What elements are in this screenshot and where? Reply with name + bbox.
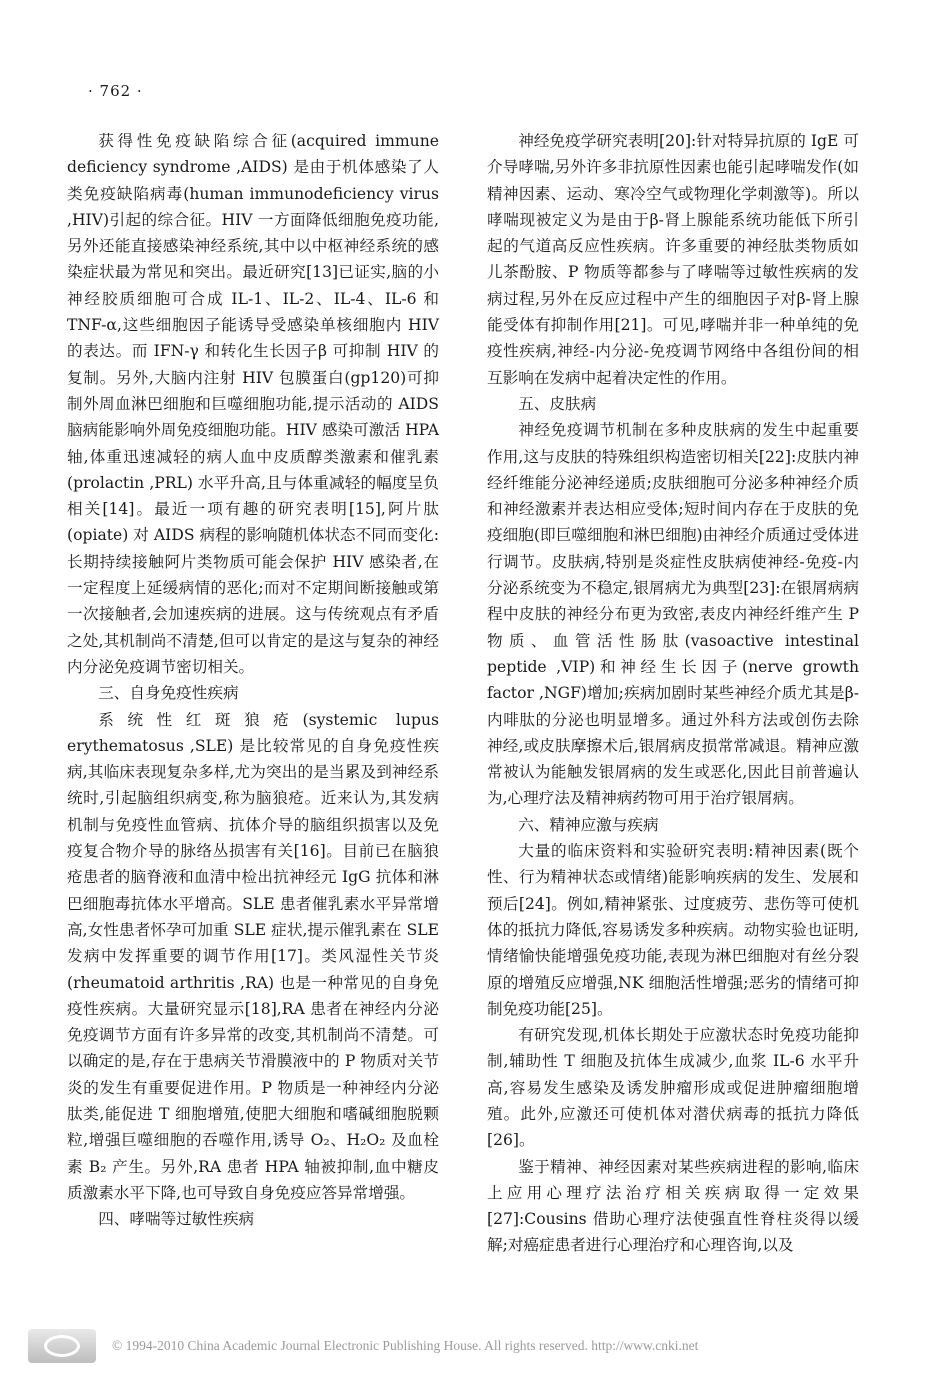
paragraph-stress-2: 有研究发现,机体长期处于应激状态时免疫功能抑制,辅助性 T 细胞及抗体生成减少,血浆 IL-6 水平升高,容易发生感染及诱发肿瘤形成或促进肿瘤细胞增殖。此外,应激还可使机体对潜伏病毒的抵抗力降低[26]。 — [487, 1026, 859, 1150]
section-heading-asthma: 四、哮喘等过敏性疾病 — [98, 1210, 255, 1229]
cnki-logo-icon — [28, 1329, 96, 1363]
section-heading-autoimmune: 三、自身免疫性疾病 — [98, 684, 239, 703]
paragraph-stress-1: 大量的临床资料和实验研究表明:精神因素(既个性、行为精神状态或情绪)能影响疾病的发生、发展和预后[24]。例如,精神紧张、过度疲劳、悲伤等可使机体的抵抗力降低,容易诱发多种疾病。动物实验也证明,情绪愉快能增强免疫功能,表现为淋巴细胞对有丝分裂原的增殖反应增强,NK 细胞活性增强;恶劣的情绪可抑制免疫功能[25]。 — [487, 842, 859, 1018]
footer — [28, 1326, 928, 1366]
paragraph-asthma: 神经免疫学研究表明[20]:针对特异抗原的 IgE 可介导哮喘,另外许多非抗原性因素也能引起哮喘发作(如精神因素、运动、寒冷空气或物理化学刺激等)。所以哮喘现被定义为是由于β-肾上腺能系统功能低下所引起的气道高反应性疾病。许多重要的神经肽类物质如儿茶酚胺、P 物质等都参与了哮喘等过敏性疾病的发病过程,另外在反应过程中产生的细胞因子对β-肾上腺能受体有抑制作用[21]。可见,哮喘并非一种单纯的免疫性疾病,神经-内分泌-免疫调节网络中各组份间的相互影响在发病中起着决定性的作用。 — [487, 132, 859, 387]
paragraph-stress-3: 鉴于精神、神经因素对某些疾病进程的影响,临床上应用心理疗法治疗相关疾病取得一定效果[27]:Cousins 借助心理疗法使强直性脊柱炎得以缓解;对癌症患者进行心理治疗和心理咨询,以及 — [487, 1157, 859, 1255]
left-column — [67, 128, 439, 1232]
paragraph-aids: 获得性免疫缺陷综合征(acquired immune deficiency syndrome ,AIDS) 是由于机体感染了人类免疫缺陷病毒(human immunodeficiency virus ,HIV)引起的综合征。HIV 一方面降低细胞免疫功能,另外还能直接感染神经系统,其中以中枢神经系统的感染症状最为常见和突出。最近研究[13]已证实,脑的小神经胶质细胞可合成 IL-1、IL-2、IL-4、IL-6 和 TNF-α,这些细胞因子能诱导受感染单核细胞内 HIV 的表达。而 IFN-γ 和转化生长因子β 可抑制 HIV 的复制。另外,大脑内注射 HIV 包膜蛋白(gp120)可抑制外周血淋巴细胞和巨噬细胞功能,提示活动的 AIDS 脑病能影响外周免疫细胞功能。HIV 感染可激活 HPA 轴,体重迅速减轻的病人血中皮质醇类激素和催乳素(prolactin ,PRL) 水平升高,且与体重减轻的幅度呈负相关[14]。最近一项有趣的研究表明[15],阿片肽(opiate) 对 AIDS 病程的影响随机体状态不同而变化:长期持续接触阿片类物质可能会保护 HIV 感染者,在一定程度上延缓病情的恶化;而对不定期间断接触或第一次接触者,会加速疾病的进展。这与传统观点有矛盾之处,其机制尚不清楚,但可以肯定的是这与复杂的神经内分泌免疫调节密切相关。 — [67, 132, 439, 676]
copyright-text: © 1994-2010 China Academic Journal Electronic Publishing House. All rights reserved. http://www.cnki.net — [112, 1338, 699, 1353]
section-heading-stress: 六、精神应激与疾病 — [518, 815, 659, 834]
right-column — [487, 128, 859, 1259]
page-number: · 762 · — [88, 82, 143, 100]
paragraph-sle-ra: 系统性红斑狼疮(systemic lupus erythematosus ,SLE) 是比较常见的自身免疫性疾病,其临床表现复杂多样,尤为突出的是当累及到神经系统时,引起脑组织病变,称为脑狼疮。近来认为,其发病机制与免疫性血管病、抗体介导的脑组织损害以及免疫复合物介导的脉络丛损害有关[16]。目前已在脑狼疮患者的脑脊液和血清中检出抗神经元 IgG 抗体和淋巴细胞毒抗体水平增高。SLE 患者催乳素水平异常增高,女性患者怀孕可加重 SLE 症状,提示催乳素在 SLE 发病中发挥重要的调节作用[17]。类风湿性关节炎(rheumatoid arthritis ,RA) 也是一种常见的自身免疫性疾病。大量研究显示[18],RA 患者在神经内分泌免疫调节方面有许多异常的改变,其机制尚不清楚。可以确定的是,存在于患病关节滑膜液中的 P 物质对关节炎的发生有重要促进作用。P 物质是一种神经内分泌肽类,能促进 T 细胞增殖,使肥大细胞和嗜碱细胞脱颗粒,增强巨噬细胞的吞噬作用,诱导 O₂、H₂O₂ 及血栓素 B₂ 产生。另外,RA 患者 HPA 轴被抑制,血中糖皮质激素水平下降,也可导致自身免疫应答异常增强。 — [67, 710, 439, 1202]
paragraph-skin: 神经免疫调节机制在多种皮肤病的发生中起重要作用,这与皮肤的特殊组织构造密切相关[22]:皮肤内神经纤维能分泌神经递质;皮肤细胞可分泌多种神经介质和神经激素并表达相应受体;短时间内存在于皮肤的免疫细胞(即巨噬细胞和淋巴细胞)由神经介质通过受体进行调节。皮肤病,特别是炎症性皮肤病使神经-免疫-内分泌系统变为不稳定,银屑病尤为典型[23]:在银屑病病程中皮肤的神经分布更为致密,表皮内神经纤维产生 P 物质、血管活性肠肽(vasoactive intestinal peptide ,VIP)和神经生长因子(nerve growth factor ,NGF)增加;疾病加剧时某些神经介质尤其是β-内啡肽的分泌也明显增多。通过外科方法或创伤去除神经,或皮肤摩擦术后,银屑病皮损常常减退。精神应激常被认为能触发银屑病的发生或恶化,因此目前普遍认为,心理疗法及精神病药物可用于治疗银屑病。 — [487, 421, 859, 808]
section-heading-skin: 五、皮肤病 — [518, 394, 597, 413]
